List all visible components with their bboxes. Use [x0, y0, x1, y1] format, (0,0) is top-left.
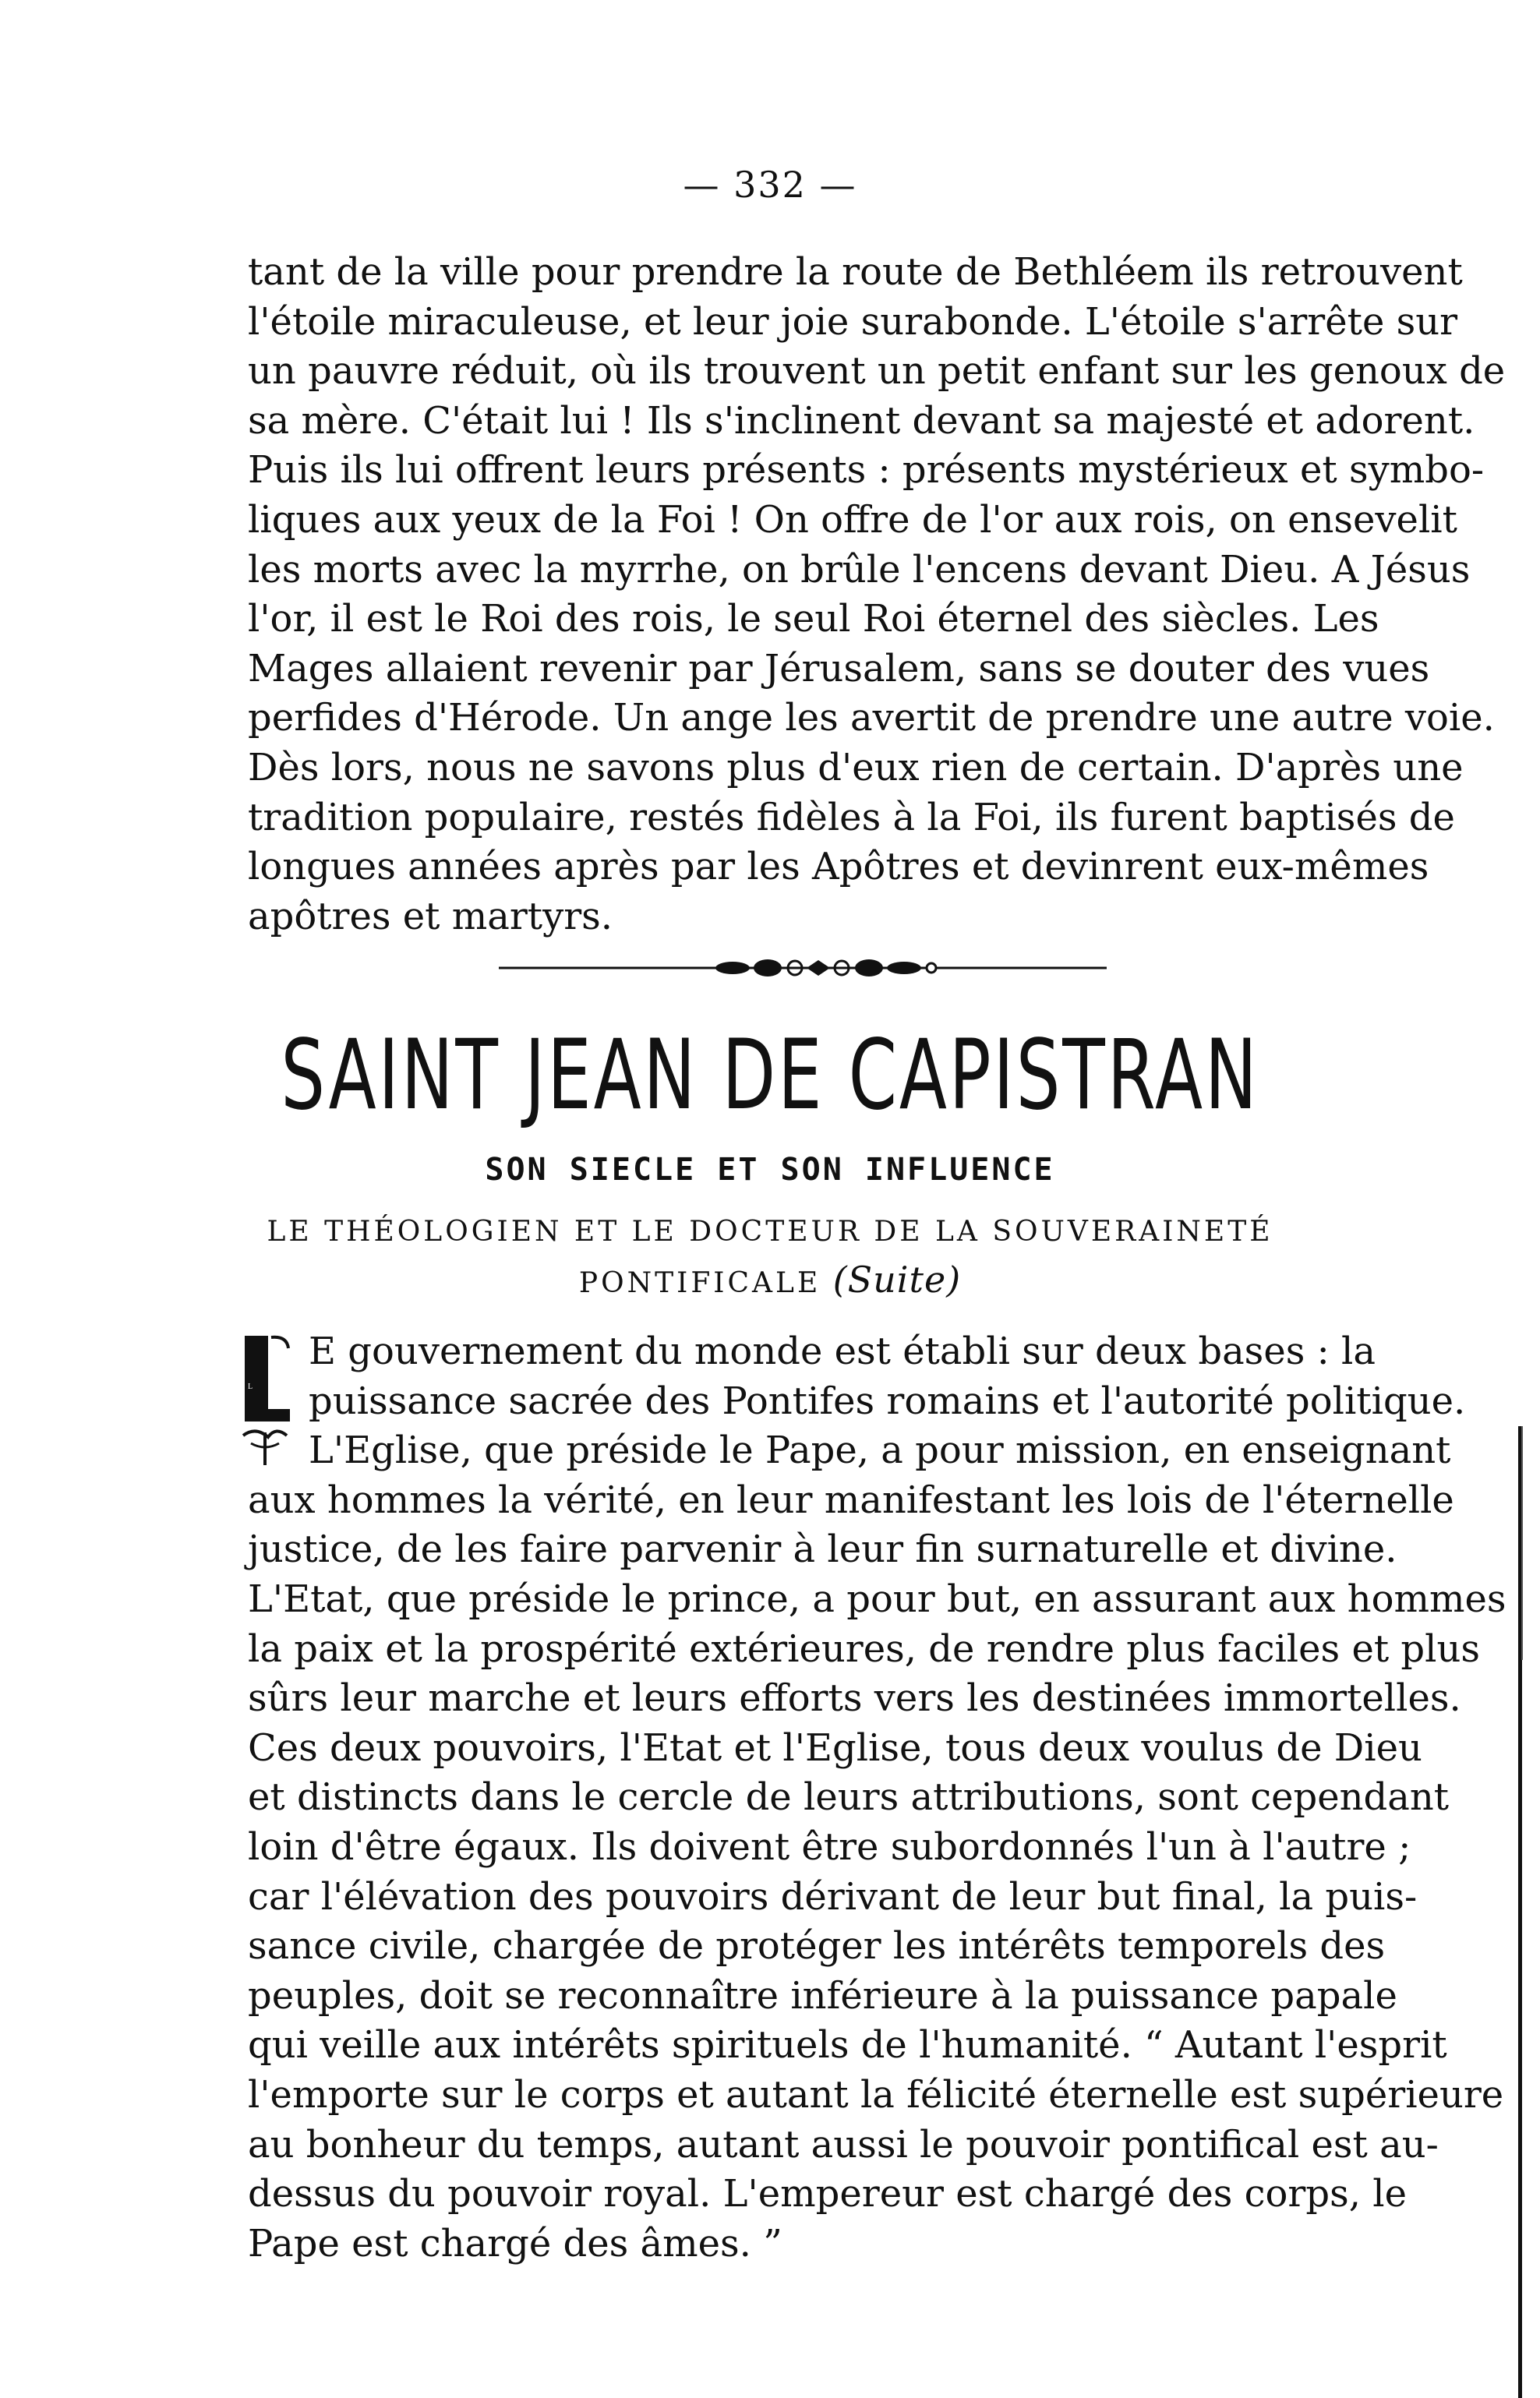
- text-line: L'Etat, que préside le prince, a pour but, en assurant aux hommes: [248, 1577, 1506, 1621]
- chapter-title: SAINT JEAN DE CAPISTRAN: [281, 1019, 1259, 1132]
- text-line: justice, de les faire parvenir à leur fin surnaturelle et divine.: [248, 1527, 1397, 1572]
- page-edge-shadow: [1521, 1426, 1523, 1660]
- text-line: car l'élévation des pouvoirs dérivant de leur but final, la puis-: [248, 1874, 1418, 1919]
- text-line: l'or, il est le Roi des rois, le seul Roi éternel des siècles. Les: [248, 597, 1379, 641]
- text-line: longues années après par les Apôtres et devinrent eux-mêmes: [248, 845, 1429, 889]
- text-line: sance civile, chargée de protéger les intérêts temporels des: [248, 1924, 1386, 1969]
- text-line: un pauvre réduit, où ils trouvent un petit enfant sur les genoux de: [248, 349, 1506, 394]
- text-line: qui veille aux intérêts spirituels de l'humanité. “ Autant l'esprit: [248, 2023, 1447, 2068]
- text-line: tant de la ville pour prendre la route de Bethléem ils retrouvent: [248, 250, 1463, 294]
- suite-note: (Suite): [832, 1259, 962, 1301]
- paragraph-main: [248, 1327, 1506, 2269]
- text-line: puissance sacrée des Pontifes romains et l'autorité politique.: [309, 1379, 1466, 1423]
- text-line: apôtres et martyrs.: [248, 894, 613, 938]
- ornamental-divider: [499, 952, 1107, 984]
- text-line: L'Eglise, que préside le Pape, a pour mission, en enseignant: [309, 1429, 1451, 1473]
- text-line: liques aux yeux de la Foi ! On offre de l'or aux rois, on ensevelit: [248, 497, 1457, 542]
- text-line: Pape est chargé des âmes. ”: [248, 2221, 782, 2266]
- text-line: loin d'être égaux. Ils doivent être subordonnés l'un à l'autre ;: [248, 1824, 1411, 1869]
- text-line: tradition populaire, restés fidèles à la Foi, ils furent baptisés de: [248, 795, 1455, 839]
- text-line: dessus du pouvoir royal. L'empereur est chargé des corps, le: [248, 2172, 1407, 2216]
- text-line: E gouvernement du monde est établi sur deux bases : la: [309, 1330, 1376, 1373]
- section-heading: LE THÉOLOGIEN ET LE DOCTEUR DE LA SOUVERAINETÉ: [267, 1216, 1273, 1248]
- page-number: — 332 —: [683, 164, 857, 206]
- text-line: l'emporte sur le corps et autant la félicité éternelle est supérieure: [248, 2072, 1504, 2117]
- text-line: au bonheur du temps, autant aussi le pouvoir pontifical est au-: [248, 2122, 1439, 2167]
- text-line: Mages allaient revenir par Jérusalem, sans se douter des vues: [248, 646, 1430, 690]
- paragraph-continuation: [248, 248, 1506, 941]
- text-line: la paix et la prospérité extérieures, de rendre plus faciles et plus: [248, 1626, 1481, 1671]
- text-line: Dès lors, nous ne savons plus d'eux rien de certain. D'après une: [248, 745, 1464, 789]
- text-line: Puis ils lui offrent leurs présents : présents mystérieux et symbo-: [248, 448, 1485, 493]
- text-line: l'étoile miraculeuse, et leur joie surabonde. L'étoile s'arrête sur: [248, 299, 1458, 344]
- text-line: et distincts dans le cercle de leurs attributions, sont cependant: [248, 1775, 1450, 1820]
- text-line: sa mère. C'était lui ! Ils s'inclinent devant sa majesté et adorent.: [248, 398, 1475, 443]
- chapter-subtitle: SON SIECLE ET SON INFLUENCE: [485, 1152, 1055, 1188]
- dropcap-text: L: [248, 1383, 253, 1391]
- section-heading-word: PONTIFICALE: [578, 1267, 821, 1299]
- text-line: perfides d'Hérode. Un ange les avertit de prendre une autre voie.: [248, 696, 1495, 740]
- text-line: sûrs leur marche et leurs efforts vers les destinées immortelles.: [248, 1676, 1461, 1721]
- text-line: les morts avec la myrrhe, on brûle l'encens devant Dieu. A Jésus: [248, 547, 1471, 592]
- text-line: peuples, doit se reconnaître inférieure à la puissance papale: [248, 1973, 1397, 2018]
- section-heading-continued: [0, 1259, 1540, 1301]
- text-line: Ces deux pouvoirs, l'Etat et l'Eglise, tous deux voulus de Dieu: [248, 1725, 1422, 1770]
- text-line: aux hommes la vérité, en leur manifestant les lois de l'éternelle: [248, 1478, 1454, 1522]
